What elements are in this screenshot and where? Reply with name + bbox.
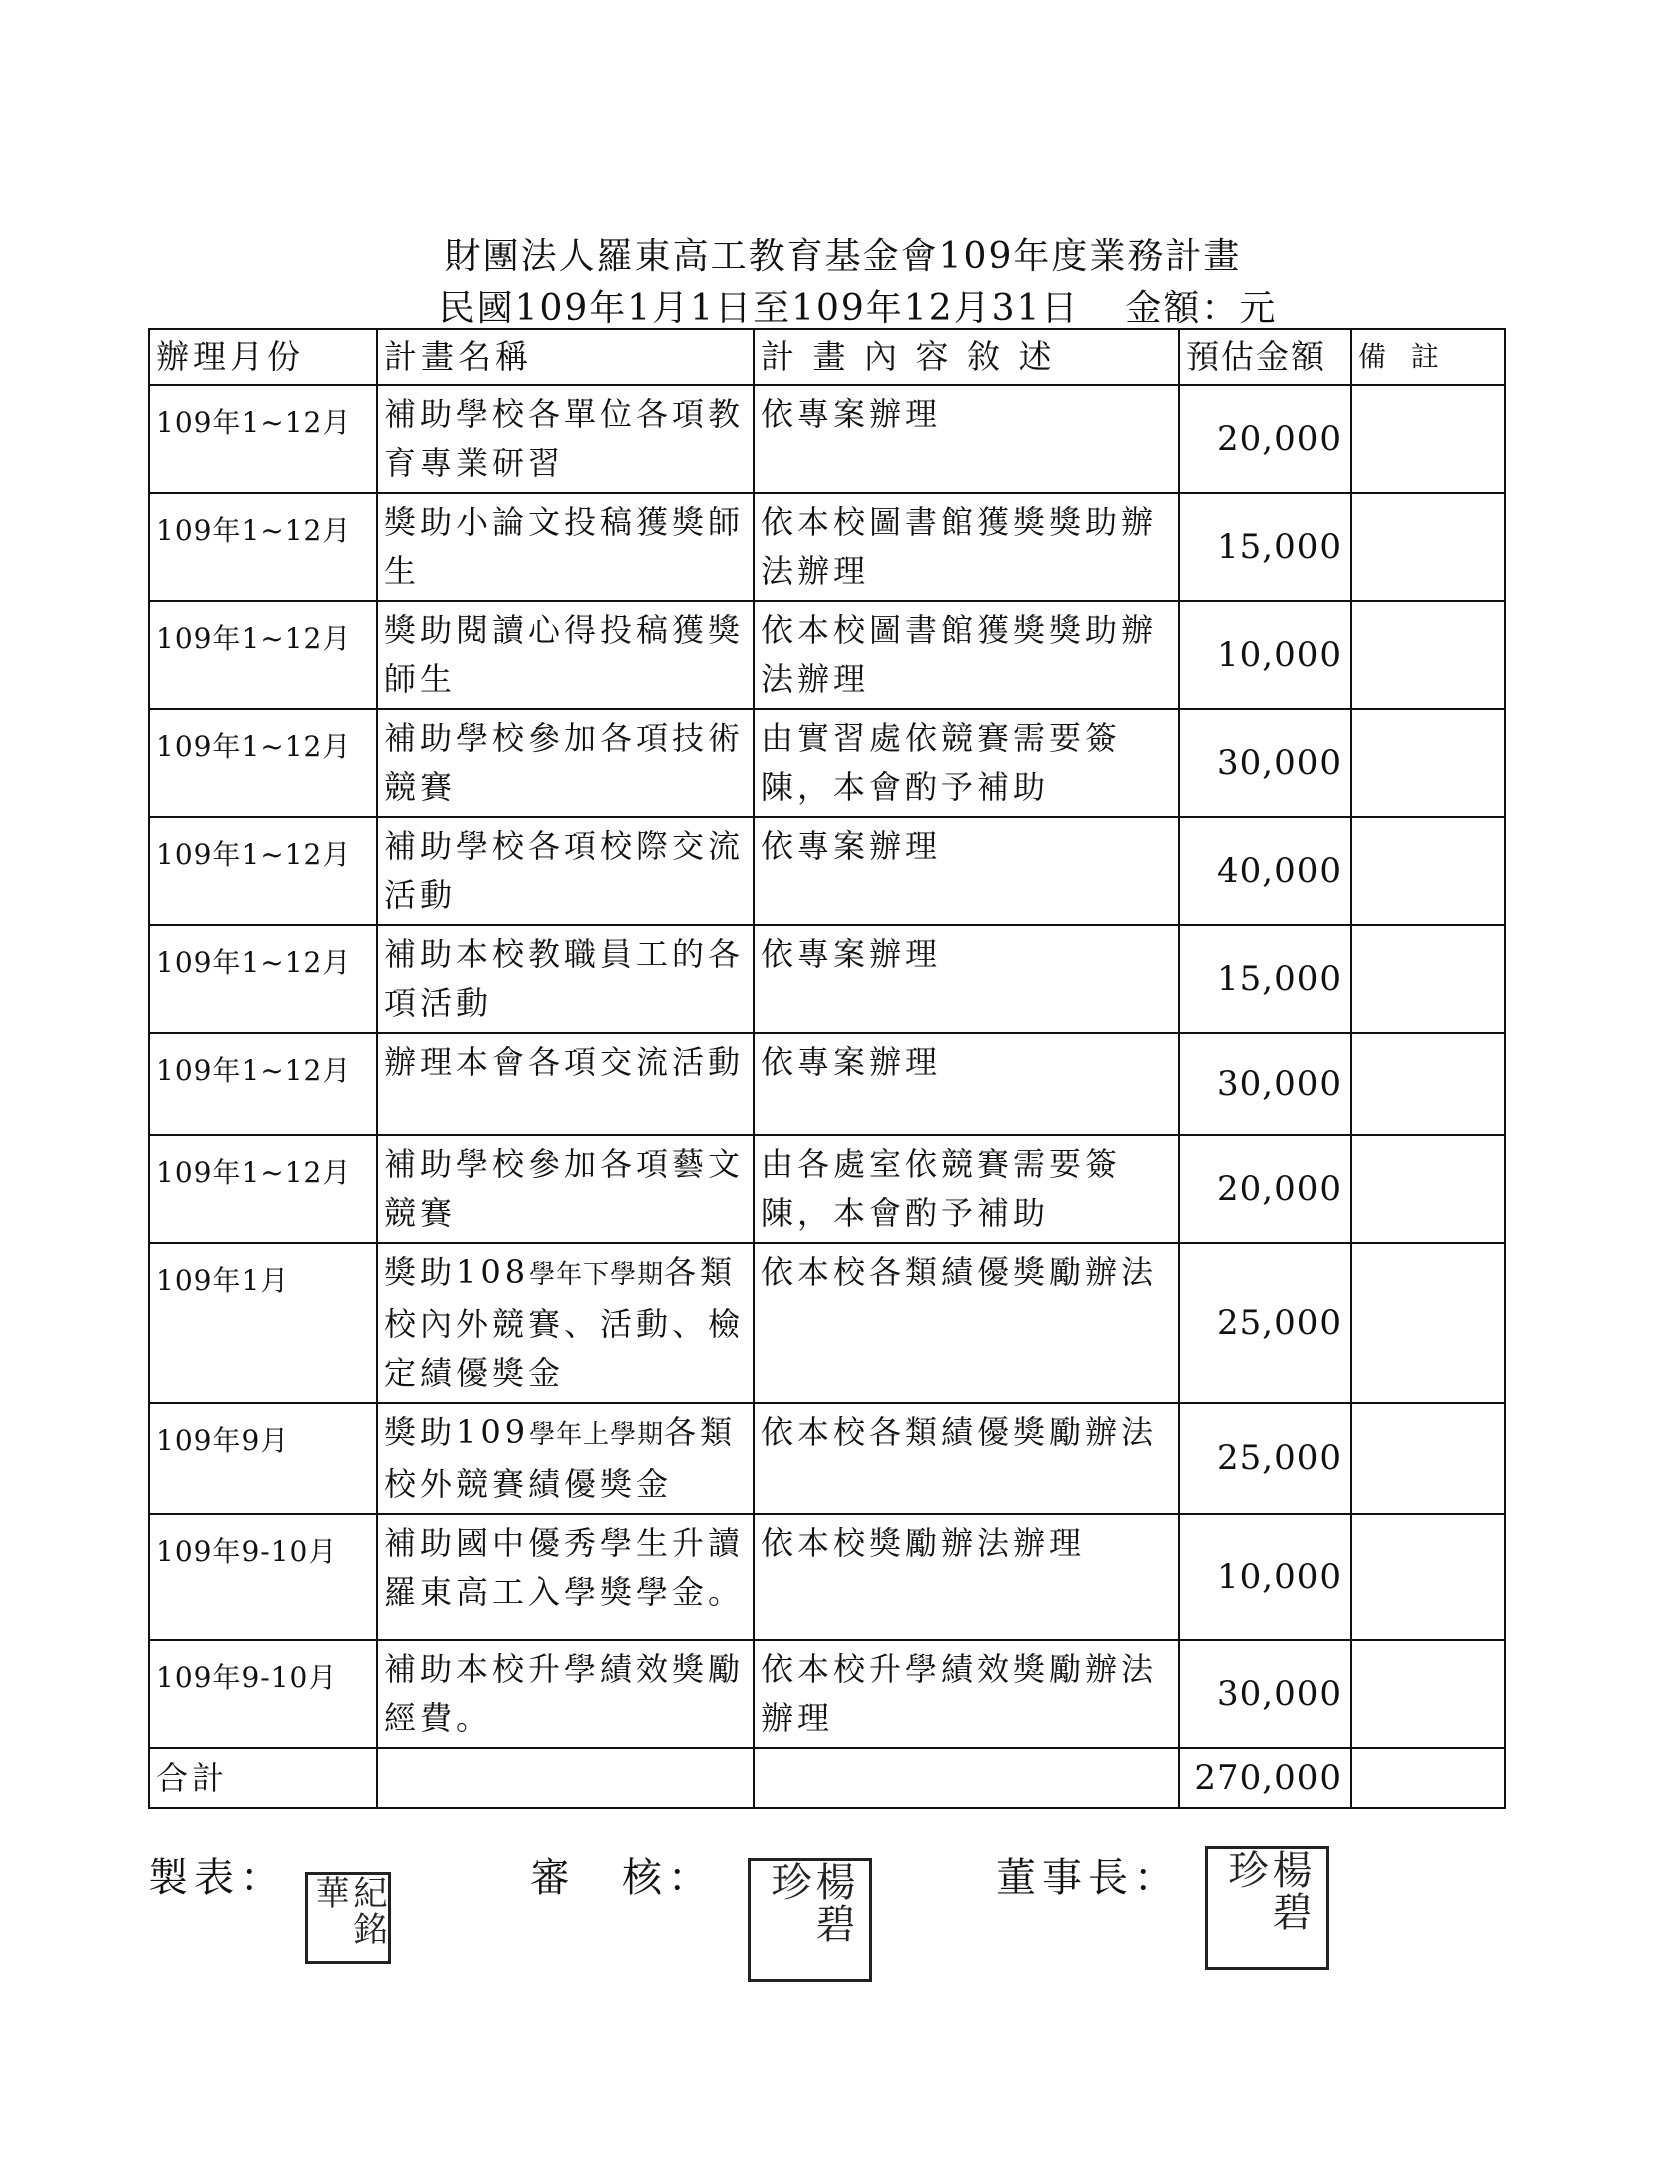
unit-text: 金額：元 bbox=[1125, 288, 1278, 329]
table-row bbox=[149, 1403, 1505, 1514]
row-remark bbox=[1351, 817, 1505, 925]
row-remark bbox=[1351, 1640, 1505, 1748]
row-amount: 10,000 bbox=[1179, 1514, 1351, 1640]
row-amount: 15,000 bbox=[1179, 493, 1351, 601]
row-amount: 25,000 bbox=[1179, 1243, 1351, 1403]
plan-name-prefix: 獎助109 bbox=[384, 1413, 530, 1451]
row-amount: 25,000 bbox=[1179, 1403, 1351, 1514]
column-header-name: 計畫名稱 bbox=[377, 329, 754, 385]
table-row bbox=[149, 709, 1505, 817]
row-month: 109年1~12月 bbox=[149, 925, 377, 1033]
table-row bbox=[149, 1135, 1505, 1243]
row-amount: 20,000 bbox=[1179, 385, 1351, 493]
plan-name-rest: 各類校內外競賽、活動、檢定績優獎金 bbox=[384, 1253, 745, 1392]
column-header-month: 辦理月份 bbox=[149, 329, 377, 385]
row-month: 109年1~12月 bbox=[149, 385, 377, 493]
row-plan-name bbox=[377, 1403, 754, 1514]
table-row bbox=[149, 1243, 1505, 1403]
plan-table bbox=[148, 328, 1506, 1809]
row-month: 109年1~12月 bbox=[149, 601, 377, 709]
row-amount: 30,000 bbox=[1179, 1640, 1351, 1748]
plan-name-semester: 學年下學期 bbox=[529, 1260, 665, 1290]
row-description: 依專案辦理 bbox=[754, 385, 1179, 493]
document-subtitle bbox=[0, 280, 1656, 331]
row-description: 依專案辦理 bbox=[754, 817, 1179, 925]
row-description: 依本校各類績優獎勵辦法 bbox=[754, 1403, 1179, 1514]
chairman-seal bbox=[1205, 1846, 1329, 1970]
row-description: 依專案辦理 bbox=[754, 1033, 1179, 1135]
row-remark bbox=[1351, 925, 1505, 1033]
maker-seal-text: 紀銘華 bbox=[309, 1875, 387, 1947]
row-month: 109年1~12月 bbox=[149, 1135, 377, 1243]
row-month: 109年1~12月 bbox=[149, 817, 377, 925]
column-header-amount: 預估金額 bbox=[1179, 329, 1351, 385]
row-plan-name: 補助本校升學績效獎勵經費。 bbox=[377, 1640, 754, 1748]
row-amount: 10,000 bbox=[1179, 601, 1351, 709]
row-description: 依本校圖書館獲獎獎助辦法辦理 bbox=[754, 493, 1179, 601]
row-plan-name: 補助國中優秀學生升讀羅東高工入學獎學金。 bbox=[377, 1514, 754, 1640]
row-description: 依本校獎勵辦法辦理 bbox=[754, 1514, 1179, 1640]
total-empty-cell bbox=[377, 1748, 754, 1808]
row-plan-name: 獎助小論文投稿獲獎師生 bbox=[377, 493, 754, 601]
row-remark bbox=[1351, 1033, 1505, 1135]
row-amount: 20,000 bbox=[1179, 1135, 1351, 1243]
table-row bbox=[149, 601, 1505, 709]
row-month: 109年1~12月 bbox=[149, 493, 377, 601]
table-row bbox=[149, 817, 1505, 925]
row-remark bbox=[1351, 385, 1505, 493]
table-row bbox=[149, 1514, 1505, 1640]
row-plan-name: 辦理本會各項交流活動 bbox=[377, 1033, 754, 1135]
table-row bbox=[149, 1033, 1505, 1135]
row-amount: 15,000 bbox=[1179, 925, 1351, 1033]
row-remark bbox=[1351, 709, 1505, 817]
plan-name-semester: 學年上學期 bbox=[529, 1420, 665, 1450]
plan-name-rest: 各類校外競賽績優獎金 bbox=[384, 1413, 737, 1503]
row-plan-name: 補助學校參加各項技術競賽 bbox=[377, 709, 754, 817]
row-month: 109年9月 bbox=[149, 1403, 377, 1514]
maker-seal bbox=[305, 1872, 391, 1964]
total-row bbox=[149, 1748, 1505, 1808]
row-amount: 30,000 bbox=[1179, 1033, 1351, 1135]
row-month: 109年9-10月 bbox=[149, 1640, 377, 1748]
table-row bbox=[149, 925, 1505, 1033]
row-amount: 40,000 bbox=[1179, 817, 1351, 925]
row-month: 109年1~12月 bbox=[149, 1033, 377, 1135]
row-description: 依本校圖書館獲獎獎助辦法辦理 bbox=[754, 601, 1179, 709]
row-remark bbox=[1351, 1403, 1505, 1514]
reviewer-seal-text: 楊碧珍 bbox=[765, 1861, 855, 1945]
plan-name-prefix: 獎助108 bbox=[384, 1253, 530, 1291]
total-empty-cell bbox=[1351, 1748, 1505, 1808]
row-description: 依本校升學績效獎勵辦法辦理 bbox=[754, 1640, 1179, 1748]
row-remark bbox=[1351, 601, 1505, 709]
row-month: 109年1~12月 bbox=[149, 709, 377, 817]
total-label: 合計 bbox=[149, 1748, 377, 1808]
row-remark bbox=[1351, 1135, 1505, 1243]
row-plan-name: 補助學校各單位各項教育專業研習 bbox=[377, 385, 754, 493]
column-header-desc: 計 畫 內 容 敘 述 bbox=[754, 329, 1179, 385]
table-header-row bbox=[149, 329, 1505, 385]
table-row bbox=[149, 493, 1505, 601]
row-amount: 30,000 bbox=[1179, 709, 1351, 817]
row-plan-name bbox=[377, 1243, 754, 1403]
row-description: 依本校各類績優獎勵辦法 bbox=[754, 1243, 1179, 1403]
total-amount: 270,000 bbox=[1179, 1748, 1351, 1808]
chairman-label: 董事長： bbox=[996, 1855, 1180, 1901]
document-title: 財團法人羅東高工教育基金會109年度業務計畫 bbox=[444, 236, 1242, 277]
row-remark bbox=[1351, 1243, 1505, 1403]
row-month: 109年1月 bbox=[149, 1243, 377, 1403]
reviewer-label: 審 核： bbox=[530, 1855, 714, 1901]
row-remark bbox=[1351, 493, 1505, 601]
chairman-seal-text: 楊碧珍 bbox=[1222, 1849, 1312, 1933]
total-empty-cell bbox=[754, 1748, 1179, 1808]
column-header-remark: 備 註 bbox=[1351, 329, 1505, 385]
period-text: 民國109年1月1日至109年12月31日 bbox=[438, 288, 1080, 329]
row-plan-name: 補助學校參加各項藝文競賽 bbox=[377, 1135, 754, 1243]
table-row bbox=[149, 1640, 1505, 1748]
row-remark bbox=[1351, 1514, 1505, 1640]
row-plan-name: 補助學校各項校際交流活動 bbox=[377, 817, 754, 925]
table-row bbox=[149, 385, 1505, 493]
row-description: 由各處室依競賽需要簽陳，本會酌予補助 bbox=[754, 1135, 1179, 1243]
reviewer-seal bbox=[748, 1858, 872, 1982]
maker-label: 製表： bbox=[148, 1855, 286, 1901]
row-plan-name: 獎助閱讀心得投稿獲獎師生 bbox=[377, 601, 754, 709]
row-description: 由實習處依競賽需要簽陳，本會酌予補助 bbox=[754, 709, 1179, 817]
row-plan-name: 補助本校教職員工的各項活動 bbox=[377, 925, 754, 1033]
row-month: 109年9-10月 bbox=[149, 1514, 377, 1640]
row-description: 依專案辦理 bbox=[754, 925, 1179, 1033]
